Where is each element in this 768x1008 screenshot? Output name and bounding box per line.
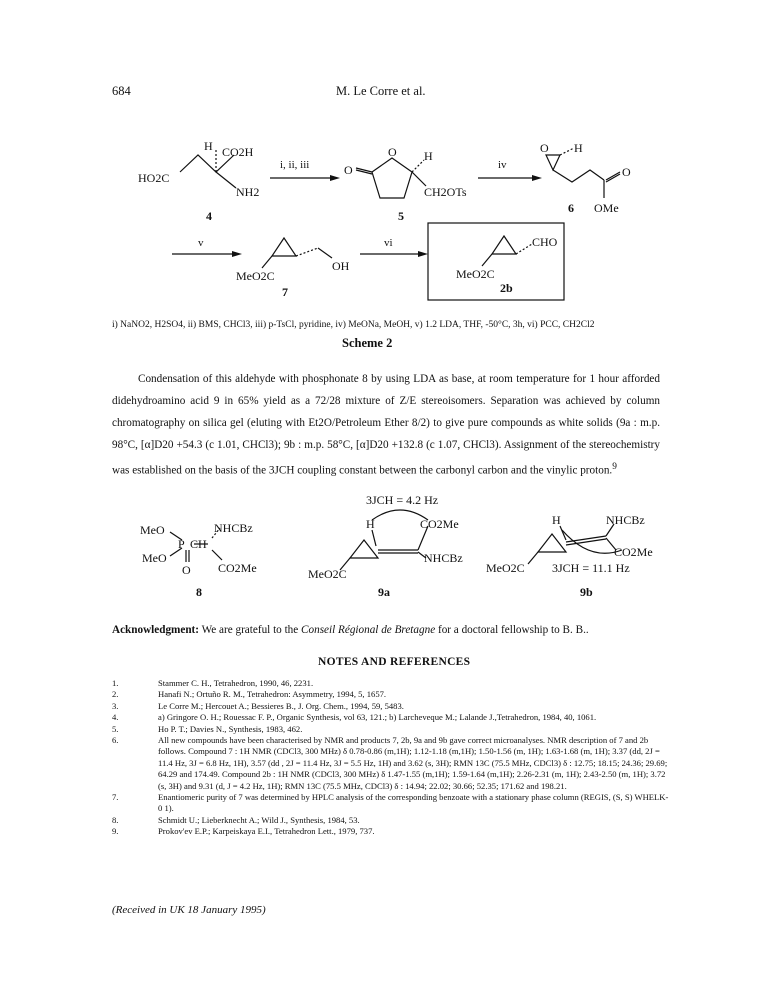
cmpd9a-J: 3JCH = 4.2 Hz xyxy=(366,493,439,507)
arrow-1-text: i, ii, iii xyxy=(280,159,310,171)
cmpd8-CO2Me: CO2Me xyxy=(218,561,257,575)
cmpd9b-MeO2C: MeO2C xyxy=(486,561,525,575)
label-9a: 9a xyxy=(378,585,390,599)
para-part-4: coupling constant between the carbonyl carbon and the vinylic proton. xyxy=(294,464,613,477)
cmpd4-H: H xyxy=(204,139,213,153)
reference-item: 2. Hanafi N.; Ortuño R. M., Tetrahedron: Asymmetry, 1994, 5, 1657. xyxy=(112,689,387,700)
cmpd8-NHCBz: NHCBz xyxy=(214,521,253,535)
para-part-1: Condensation of this aldehyde with phosphonate 8 xyxy=(138,373,368,385)
cmpd9b-NHCBz: NHCBz xyxy=(606,513,645,527)
scheme-title: Scheme 2 xyxy=(342,336,393,350)
cmpd2b-MeO2C: MeO2C xyxy=(456,267,495,281)
reference-item: 1. Stammer C. H., Tetrahedron, 1990, 46, 2231. xyxy=(112,678,314,688)
arrow-2-text: iv xyxy=(498,159,507,171)
cmpd6-O2: O xyxy=(622,165,631,179)
cmpd5-ring xyxy=(372,158,412,198)
para-part-2: by using LDA as base, at room temperature for 1 hour afforded didehydroamino acid 9 in 65% yield as a 72/28 mixture of Z/E stereoisomers. Separation was achieved by column chromatography on silica gel (eluting with Et2O/Petroleum Ether 8/2) to give pure compounds as white solids (9a : m.p. 98°C, [α]D20 +54.3 (c 1.01, CHCl3); 9b : m.p. 58°C, [α]D20 +132.8 (c 1.07, CHCl3). Assignment of the stereochemistry was established on the basis of the xyxy=(112,373,660,477)
cmpd9b-CO2Me: CO2Me xyxy=(614,545,653,559)
cmpd8-CH: CH xyxy=(190,537,207,551)
cmpd9a-MeO2C: MeO2C xyxy=(308,567,347,581)
reference-item: 7. Enantiomeric purity of 7 was determined by HPLC analysis of the corresponding benzoate with a stationary phase column (REGIS, (S, S) WHELK-0 1). xyxy=(112,792,669,814)
page-number: 684 xyxy=(112,84,131,98)
reference-item: 6. All new compounds have been characterised by NMR and products 7, 2b, 9a and 9b gave correct microanalyses. NMR description of 7 and 2b follows. Compound 7 : 1H NMR (CDCl3, 300 MHz) δ 0.78-0.86 (m,1H); 1.12-1.18 (m,1H); 1.50-1.56 (m, 1H); 1.63-1.68 (m, 1H); 3.37 (dd, 2J = 11.4 Hz, 3J = 6.8 Hz, 1H), 3.57 (dd , 2J = 11.4 Hz, 3J = 5.5 Hz, 1H) and 3.62 (s, 3H); RMN 13C (75.5 MHz, CDCl3) δ : 12.75; 18.15; 24.36; 29.69; 64.29 and 174.49. Compound 2b : 1H NMR (CDCl3, 300 MHz) δ 1.47-1.55 (m,1H); 1.59-1.64 (m,1H); 2.26-2.31 (m, 1H); 2.43-2.50 (m, 1H); 3.72 (s, 3H) and 9.31 (d, J = 4.2 Hz, 1H); RMN 13C (75.5 MHz, CDCl3) δ : 14.94; 22.02; 30.66; 52.35; 171.62 and 198.21. xyxy=(112,735,668,791)
cmpd4-CO2H: CO2H xyxy=(222,145,254,159)
reference-item: 3. Le Corre M.; Hercouet A.; Bessieres B., J. Org. Chem., 1994, 59, 5483. xyxy=(112,700,404,711)
cmpd6-epoxide xyxy=(546,155,560,170)
cmpd9a-CO2Me: CO2Me xyxy=(420,517,459,531)
cmpd6-O: O xyxy=(540,141,549,155)
cmpd8-MeO-bot: MeO xyxy=(142,551,167,565)
notes-title: NOTES AND REFERENCES xyxy=(318,656,471,668)
cmpd2b-cyclopropane xyxy=(492,236,516,254)
cmpd5-O: O xyxy=(388,145,397,159)
reference-item: 9. Prokov'ev E.P.; Karpeiskaya E.I., Tetrahedron Lett., 1979, 737. xyxy=(112,826,375,837)
cmpd8-MeO-top: MeO xyxy=(140,523,165,537)
label-8: 8 xyxy=(196,585,202,599)
body-paragraph xyxy=(112,368,660,482)
scheme-2-graphic xyxy=(0,120,768,320)
cmpd7-MeO2C: MeO2C xyxy=(236,269,275,283)
cmpd9b-H: H xyxy=(552,513,561,527)
cmpd9a-cyclopropane xyxy=(350,540,378,558)
cmpd5-CH2OTs: CH2OTs xyxy=(424,185,467,199)
cmpd2b-CHO: CHO xyxy=(532,235,558,249)
para-ref-9: 9 xyxy=(612,462,617,472)
label-9b: 9b xyxy=(580,585,593,599)
ack-label: Acknowledgment: xyxy=(112,624,200,636)
acknowledgment xyxy=(112,624,672,636)
cmpd7-OH: OH xyxy=(332,259,350,273)
cmpd4-NH2: NH2 xyxy=(236,185,260,199)
cmpd5-O2: O xyxy=(344,163,353,177)
cmpd8-O: O xyxy=(182,563,191,577)
label-2b: 2b xyxy=(500,281,513,295)
cmpd8-P: P xyxy=(178,537,185,551)
arrow-3-text: v xyxy=(198,237,204,249)
received-date: (Received in UK 18 January 1995) xyxy=(112,904,266,916)
label-4: 4 xyxy=(206,209,212,223)
reference-list xyxy=(112,678,672,838)
ack-post: for a doctoral fellowship to B. B.. xyxy=(435,624,589,636)
para-part-3: 3JCH xyxy=(268,464,295,477)
arrow-4-text: vi xyxy=(384,237,393,249)
cmpd5-H: H xyxy=(424,149,433,163)
ack-institution: Conseil Régional de Bretagne xyxy=(301,624,436,636)
cmpd9b-cyclopropane xyxy=(538,534,566,552)
cmpd4-HO2C: HO2C xyxy=(138,171,170,185)
label-7: 7 xyxy=(282,285,288,299)
reference-item: 5. Ho P. T.; Davies N., Synthesis, 1983, 462. xyxy=(112,723,303,734)
reference-item: 4. a) Gringore O. H.; Rouessac F. P., Organic Synthesis, vol 63, 121.; b) Larcheveque M.; Lalande J.,Tetrahedron, 1984, 40, 1061. xyxy=(112,712,597,723)
ack-pre: We are grateful to the xyxy=(199,624,302,636)
cmpd7-cyclopropane xyxy=(272,238,296,256)
scheme-conditions: i) NaNO2, H2SO4, ii) BMS, CHCl3, iii) p-TsCl, pyridine, iv) MeONa, MeOH, v) 1.2 LDA, THF, -50°C, 3h, vi) PCC, CH2Cl2 xyxy=(112,320,595,330)
label-5: 5 xyxy=(398,209,404,223)
cmpd6-H: H xyxy=(574,141,583,155)
label-6: 6 xyxy=(568,201,574,215)
reference-item: 8. Schmidt U.; Lieberknecht A.; Wild J., Synthesis, 1984, 53. xyxy=(112,814,360,825)
cmpd9b-J: 3JCH = 11.1 Hz xyxy=(552,561,630,575)
cmpd9a-NHCBz: NHCBz xyxy=(424,551,463,565)
cmpd9a-H: H xyxy=(366,517,375,531)
running-title: M. Le Corre et al. xyxy=(336,84,426,98)
compounds-figure xyxy=(0,486,768,608)
cmpd6-OMe: OMe xyxy=(594,201,619,215)
